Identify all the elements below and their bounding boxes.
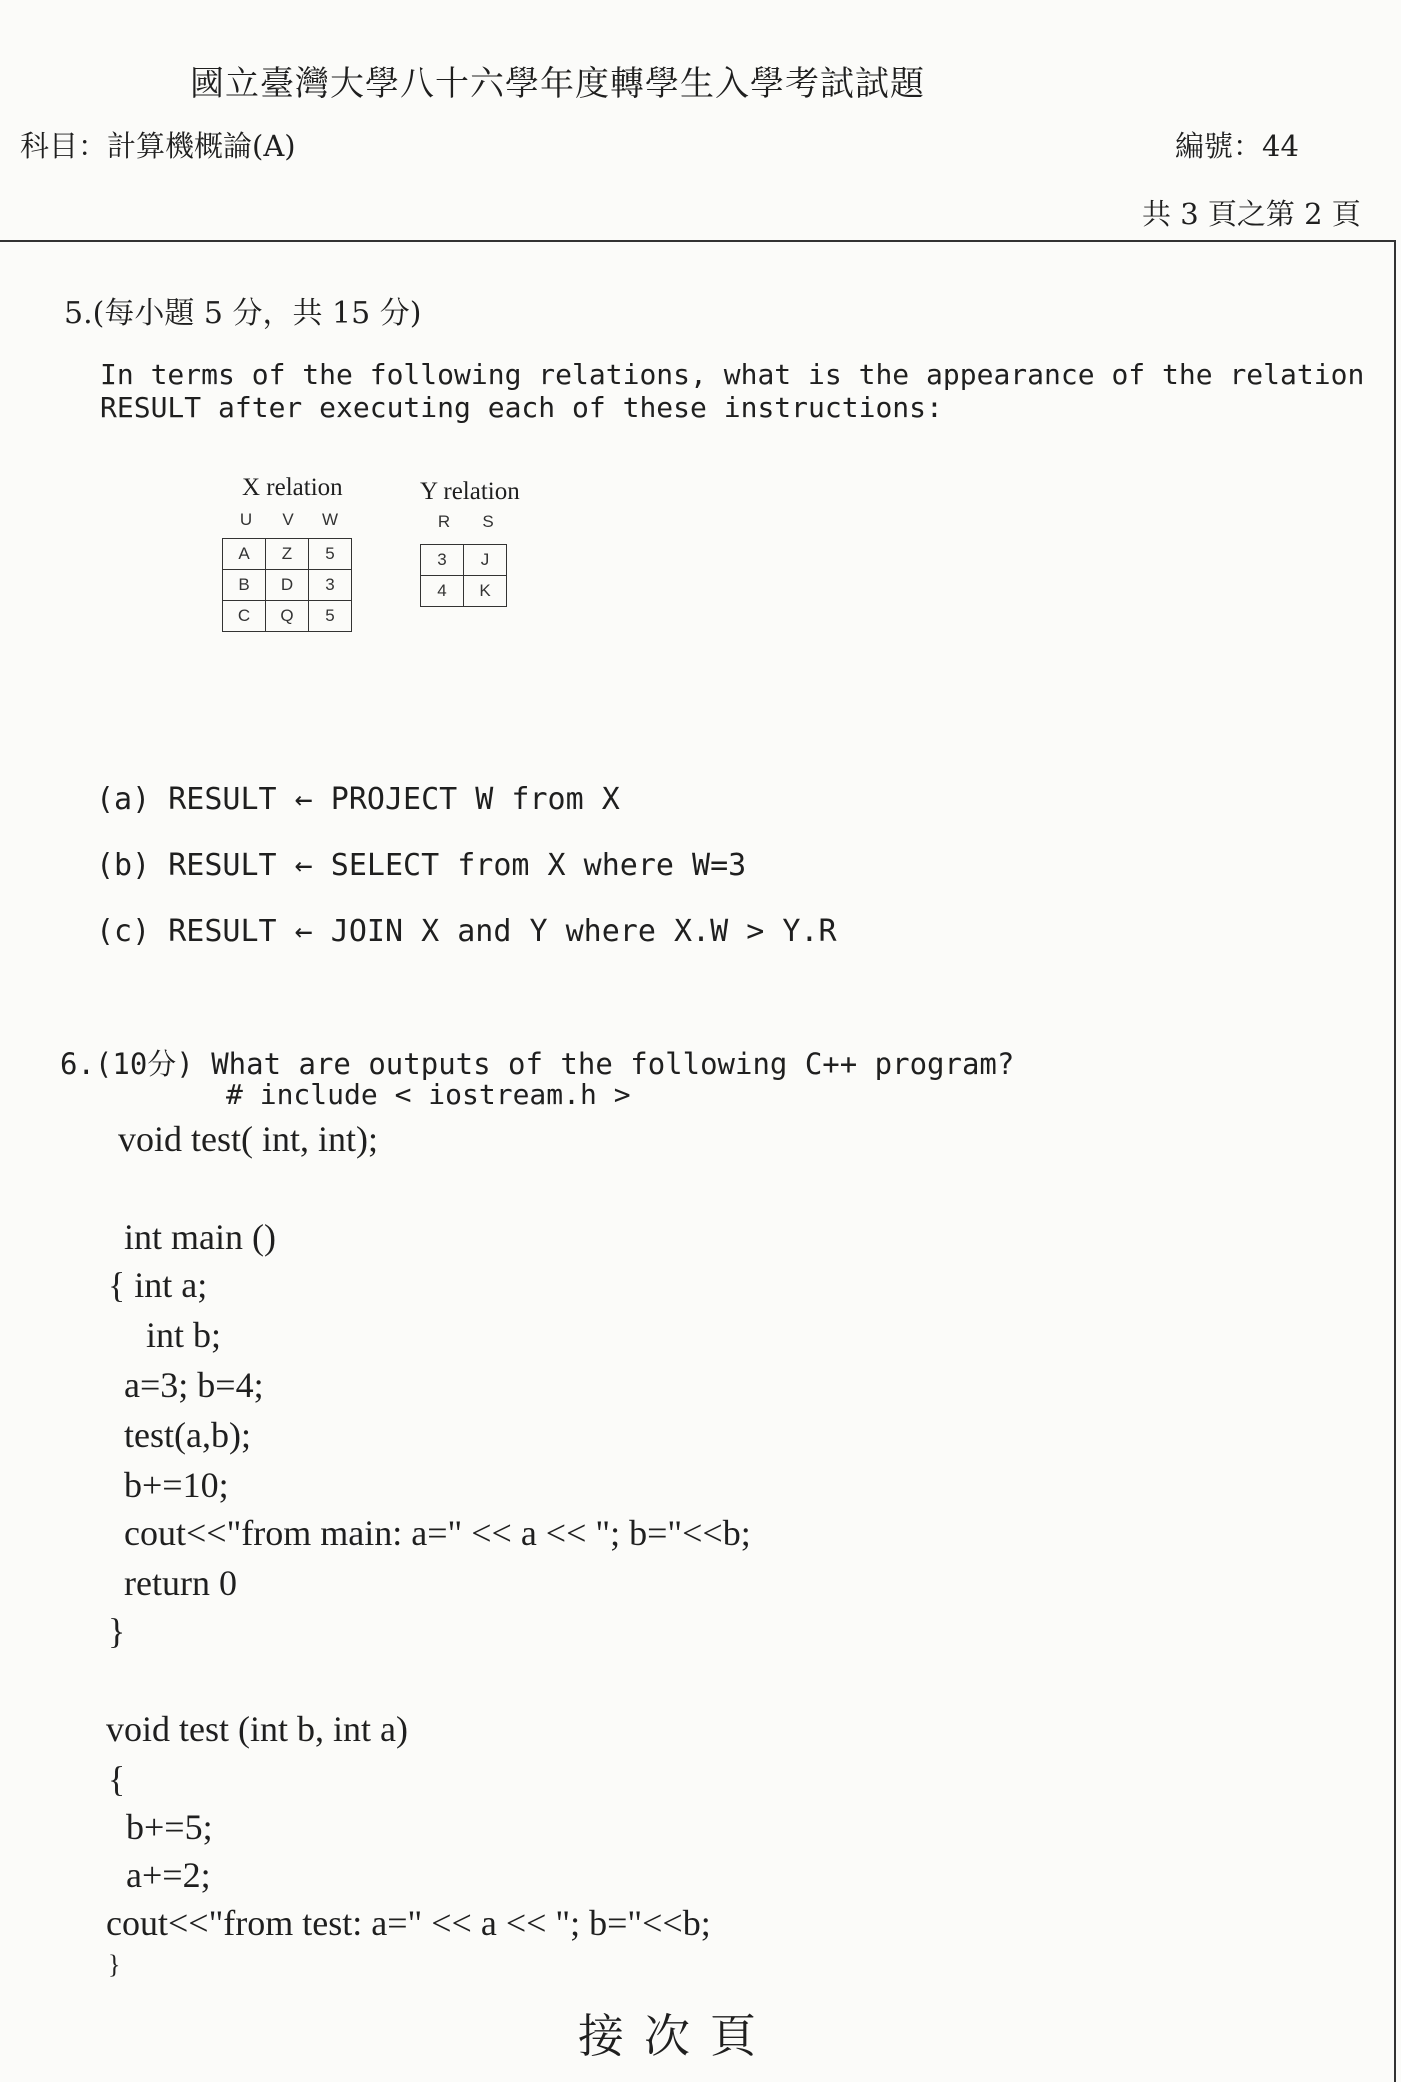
table-cell: 5 xyxy=(309,539,352,570)
table-cell: 4 xyxy=(421,576,464,607)
code-line: void test( int, int); xyxy=(118,1119,378,1159)
x-col-header: U xyxy=(239,510,253,529)
x-col-header: W xyxy=(321,510,339,529)
y-col-header: R xyxy=(437,512,451,531)
table-cell: K xyxy=(464,576,507,607)
code-line: a+=2; xyxy=(126,1855,211,1895)
table-cell: C xyxy=(223,601,266,632)
table-cell: 3 xyxy=(421,545,464,576)
code-line: { int a; xyxy=(108,1265,208,1305)
continue-next-page: 接次頁 xyxy=(578,2009,776,2063)
table-row xyxy=(223,601,352,632)
code-line: int main () xyxy=(124,1217,276,1257)
table-cell: 3 xyxy=(309,570,352,601)
table-cell: D xyxy=(266,570,309,601)
table-row xyxy=(223,539,352,570)
x-col-header: V xyxy=(282,510,294,529)
table-cell: B xyxy=(223,570,266,601)
code-line: b+=10; xyxy=(124,1465,229,1505)
code-line: cout<<"from main: a=" << a << "; b="<<b; xyxy=(124,1513,751,1553)
x-relation-caption: X relation xyxy=(242,474,343,501)
page-indicator: 共 3 頁之第 2 頁 xyxy=(1142,197,1361,231)
q5-intro xyxy=(100,358,1364,424)
table-cell: Q xyxy=(266,601,309,632)
q6-heading: 6.(10分) What are outputs of the following C++ program? xyxy=(60,1047,1015,1081)
table-cell: J xyxy=(464,545,507,576)
subject-label: 科目：計算機概論(A) xyxy=(20,129,296,163)
code-line: { xyxy=(108,1759,126,1799)
code-line: } xyxy=(108,1950,121,1979)
q5-option-a: (a) RESULT ← PROJECT W from X xyxy=(96,782,620,817)
code-line: void test (int b, int a) xyxy=(106,1709,408,1749)
table-row xyxy=(421,545,507,576)
code-line: int b; xyxy=(146,1315,222,1355)
exam-code: 編號：44 xyxy=(1175,129,1299,163)
table-cell: Z xyxy=(266,539,309,570)
q5-option-b: (b) RESULT ← SELECT from X where W=3 xyxy=(96,848,747,883)
table-cell: 5 xyxy=(309,601,352,632)
q5-intro-line1: In terms of the following relations, what is the appearance of the relation xyxy=(100,358,1365,391)
table-row xyxy=(223,570,352,601)
table-cell: A xyxy=(223,539,266,570)
y-col-header: S xyxy=(482,512,494,531)
y-relation-caption: Y relation xyxy=(420,478,520,505)
code-line: b+=5; xyxy=(126,1807,213,1847)
q5-intro-line2: RESULT after executing each of these instructions: xyxy=(100,391,943,424)
code-line: return 0 xyxy=(124,1563,237,1603)
q6-include: # include < iostream.h > xyxy=(226,1078,631,1111)
q5-option-c: (c) RESULT ← JOIN X and Y where X.W > Y.R xyxy=(96,914,837,949)
code-line: } xyxy=(108,1611,126,1651)
code-line: a=3; b=4; xyxy=(124,1365,264,1405)
table-row xyxy=(421,576,507,607)
y-relation-table xyxy=(420,544,507,607)
code-line: cout<<"from test: a=" << a << "; b="<<b; xyxy=(106,1903,711,1943)
exam-title: 國立臺灣大學八十六學年度轉學生入學考試試題 xyxy=(190,64,925,104)
q5-heading: 5.(每小題 5 分，共 15 分) xyxy=(64,296,422,331)
x-relation-table xyxy=(222,538,352,632)
code-line: test(a,b); xyxy=(124,1415,251,1455)
